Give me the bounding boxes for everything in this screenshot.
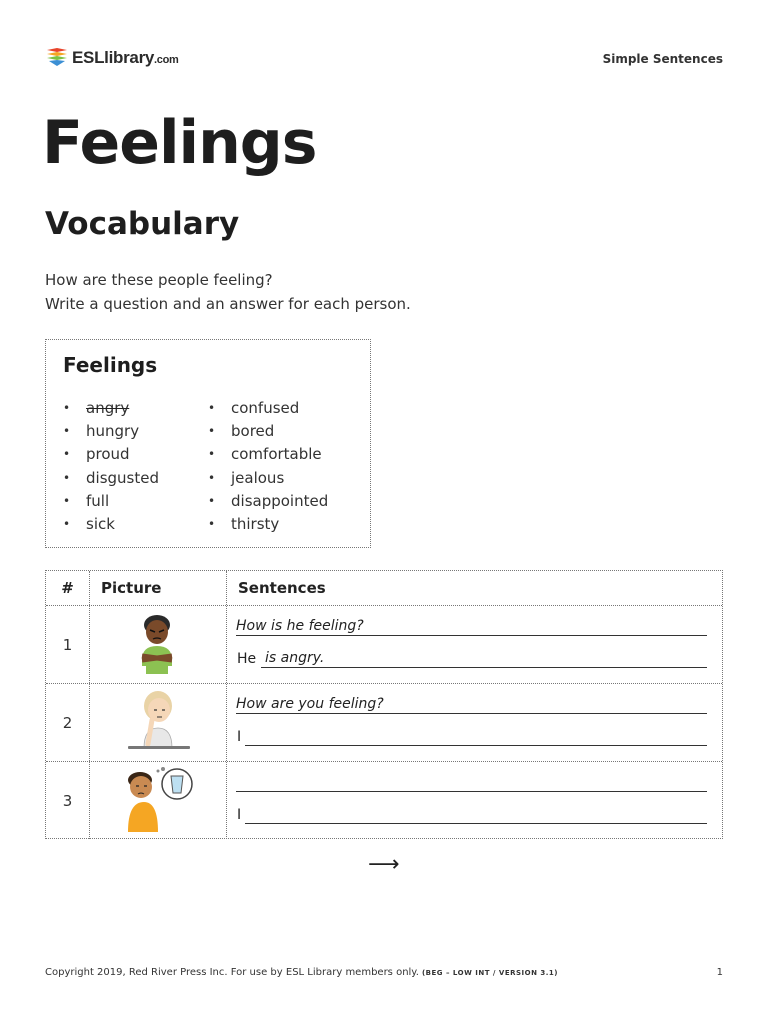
question-text: How is he feeling? — [236, 618, 364, 634]
answer-line[interactable] — [261, 648, 707, 668]
picture-cell — [90, 684, 227, 761]
angry-boy-illustration — [136, 612, 178, 678]
vocab-word: hungry — [86, 422, 140, 441]
vocab-word: sick — [86, 515, 115, 534]
copyright-text: Copyright 2019, Red River Press Inc. For use by ESL Library members only. — [45, 967, 419, 978]
answer-text: is angry. — [265, 650, 325, 666]
vocab-word: full — [86, 491, 110, 510]
vocab-word: confused — [231, 399, 300, 417]
sentences-cell — [227, 606, 722, 683]
instruction-line: How are these people feeling? — [45, 271, 273, 289]
table-row — [46, 606, 722, 684]
vocab-item: • disappointed — [208, 490, 328, 513]
answer-prefix: I — [237, 807, 242, 823]
row-number-cell — [46, 762, 90, 839]
table-row — [46, 684, 722, 762]
instruction-line: Write a question and an answer for each person. — [45, 295, 411, 313]
vocab-word: thirsty — [231, 515, 280, 534]
row-number: 3 — [62, 792, 73, 810]
page-number: 1 — [716, 967, 723, 978]
vocabulary-list-right — [208, 397, 328, 536]
table-row — [46, 762, 722, 839]
page-footer — [45, 967, 723, 978]
book-stack-icon — [45, 46, 69, 70]
vocab-word-struck: angry — [86, 399, 130, 417]
page-header — [45, 44, 723, 74]
logo-wordmark: ESLlibrary.com — [72, 48, 179, 67]
answer-prefix: He — [237, 651, 257, 667]
vocab-word: jealous — [231, 468, 285, 487]
question-line[interactable] — [236, 772, 707, 792]
page-title: Feelings — [42, 108, 317, 178]
row-number-cell — [46, 684, 90, 761]
column-header-number: # — [46, 571, 90, 605]
vocabulary-box — [45, 339, 371, 548]
row-number: 1 — [62, 636, 73, 654]
exercise-table — [45, 570, 723, 839]
vocab-word: bored — [231, 422, 275, 441]
vocab-item: • thirsty — [208, 513, 328, 536]
picture-cell — [90, 762, 227, 839]
section-label: Simple Sentences — [602, 52, 723, 66]
vocab-item: • hungry — [63, 420, 159, 443]
vocab-item: • confused — [208, 397, 328, 420]
vocab-item: • bored — [208, 420, 328, 443]
vocab-item: • angry — [63, 397, 159, 420]
vocabulary-list-left — [63, 397, 159, 536]
thirsty-boy-illustration — [124, 766, 194, 836]
column-header-picture: Picture — [90, 571, 227, 605]
instructions — [45, 268, 411, 316]
vocab-item: • disgusted — [63, 467, 159, 490]
answer-line[interactable] — [245, 726, 707, 746]
vocab-word: disappointed — [231, 491, 329, 510]
vocab-word: comfortable — [231, 445, 322, 464]
vocab-word: disgusted — [86, 468, 159, 487]
vocab-word: proud — [86, 445, 130, 464]
row-number: 2 — [62, 714, 73, 732]
vocab-item: • full — [63, 490, 159, 513]
level-version-text: (BEG – LOW INT / VERSION 3.1) — [421, 969, 558, 977]
bored-girl-illustration — [128, 688, 190, 756]
question-line[interactable] — [236, 616, 707, 636]
answer-prefix: I — [237, 729, 242, 745]
sentences-cell — [227, 684, 722, 761]
answer-line[interactable] — [245, 804, 707, 824]
vocab-item: • sick — [63, 513, 159, 536]
vocab-item: • comfortable — [208, 443, 328, 466]
row-number-cell — [46, 606, 90, 683]
question-text: How are you feeling? — [236, 696, 384, 712]
vocab-item: • proud — [63, 443, 159, 466]
sentences-cell — [227, 762, 722, 839]
esl-library-logo[interactable] — [45, 46, 179, 70]
question-line[interactable] — [236, 694, 707, 714]
picture-cell — [90, 606, 227, 683]
vocabulary-box-title: Feelings — [63, 353, 158, 377]
column-header-sentences: Sentences — [238, 579, 326, 597]
section-subtitle: Vocabulary — [45, 206, 240, 242]
next-page-arrow-icon[interactable]: ⟶ — [368, 852, 400, 877]
vocab-item: • jealous — [208, 467, 328, 490]
table-header-row — [46, 571, 722, 606]
